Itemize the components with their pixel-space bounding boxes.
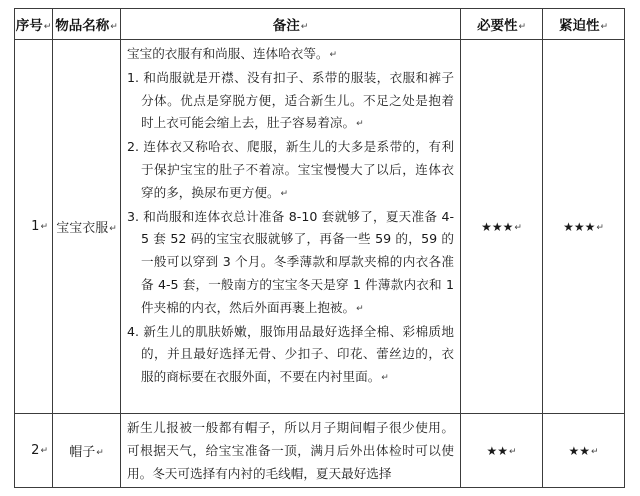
item-name-cell: [53, 40, 121, 414]
row-number: 2: [31, 443, 40, 459]
necessity-stars: ★★★: [481, 219, 514, 234]
paragraph-mark-icon: ↵: [96, 448, 104, 459]
header-notes: [121, 9, 461, 40]
notes-point-1: [127, 67, 454, 136]
paragraph-mark-icon: ↵: [356, 119, 364, 130]
paragraph-mark-icon: ↵: [329, 50, 338, 60]
notes-point-3: [127, 206, 454, 321]
paragraph-mark-icon: ↵: [280, 188, 289, 199]
paragraph-mark-icon: ↵: [43, 22, 52, 32]
item-name-cell: [53, 414, 121, 488]
header-urgency-label: 紧迫性: [558, 18, 600, 34]
notes-text: [127, 417, 454, 485]
item-name: 宝宝衣服: [56, 221, 109, 236]
header-num-label: 序号: [15, 18, 43, 34]
paragraph-mark-icon: ↵: [518, 22, 527, 32]
header-num: [15, 9, 53, 40]
header-notes-label: 备注: [272, 18, 300, 34]
paragraph-mark-icon: ↵: [590, 446, 599, 457]
paragraph-mark-icon: ↵: [514, 222, 522, 233]
necessity-rating: [461, 40, 543, 414]
paragraph-mark-icon: ↵: [110, 22, 118, 32]
notes-intro-text: 宝宝的衣服有和尚服、连体哈衣等。: [127, 46, 329, 61]
paragraph-mark-icon: ↵: [596, 222, 604, 233]
paragraph-mark-icon: ↵: [381, 373, 389, 384]
header-urgency: [543, 9, 625, 40]
urgency-stars: ★★: [568, 443, 590, 458]
row-number: 1: [31, 219, 40, 234]
notes-hat-text: 新生儿报被一般都有帽子，所以月子期间帽子很少使用。可根据天气，给宝宝准备一顶，满月后外出体检时可以使用。冬天可选择有内衬的毛线帽，夏天最好选择: [127, 420, 454, 481]
paragraph-mark-icon: ↵: [300, 22, 309, 32]
row-number-cell: [15, 40, 53, 414]
paragraph-mark-icon: ↵: [40, 222, 48, 232]
item-name: 帽子: [69, 445, 96, 461]
notes-point-1-text: 1. 和尚服就是开襟、没有扣子、系带的服装，衣服和裤子分体。优点是穿脱方便，适合新生儿。不足之处是抱着时上衣可能会缩上去，肚子容易着凉。: [127, 69, 454, 131]
baby-items-table: [14, 8, 625, 488]
urgency-rating: [543, 40, 625, 414]
necessity-stars: ★★: [486, 443, 508, 458]
paragraph-mark-icon: ↵: [40, 446, 48, 457]
notes-point-3-text: 3. 和尚服和连体衣总计准备 8-10 套就够了，夏天准备 4-5 套 52 码的宝宝衣服就够了，再备一些 59 的，59 的一般可以穿到 3 个月。冬季薄款和厚款夹棉的内衣各准备 4-5 套，一般南方的宝宝冬天是穿 1 件薄款内衣和 1 件夹棉的内衣，然后外面再裹上抱被。: [127, 208, 454, 315]
notes-point-2-text: 2. 连体衣又称哈衣、爬服，新生儿的大多是系带的，有利于保护宝宝的肚子不着凉。宝宝慢慢大了以后，连体衣穿的多，换尿布更方便。: [127, 139, 454, 200]
paragraph-mark-icon: ↵: [109, 224, 117, 234]
paragraph-mark-icon: ↵: [356, 303, 364, 314]
header-row: [15, 9, 625, 40]
urgency-rating: [543, 414, 625, 488]
header-necessity-label: 必要性: [476, 18, 518, 34]
notes-intro: [127, 43, 454, 67]
table-row: [15, 414, 625, 488]
notes-cell: [121, 40, 461, 414]
header-name: [53, 9, 121, 40]
urgency-stars: ★★★: [563, 219, 596, 234]
notes-point-4-text: 4. 新生儿的肌肤娇嫩，服饰用品最好选择全棉、彩棉质地的，并且最好选择无骨、少扣子、印花、蕾丝边的，衣服的商标要在衣服外面，不要在内衬里面。: [127, 323, 454, 385]
table-row: [15, 40, 625, 414]
notes-point-2: [127, 136, 454, 205]
header-necessity: [461, 9, 543, 40]
necessity-rating: [461, 414, 543, 488]
row-number-cell: [15, 414, 53, 488]
header-name-label: 物品名称: [55, 18, 110, 34]
paragraph-mark-icon: ↵: [600, 22, 609, 32]
paragraph-mark-icon: ↵: [508, 446, 517, 457]
notes-point-4: [127, 321, 454, 390]
notes-cell: [121, 414, 461, 488]
